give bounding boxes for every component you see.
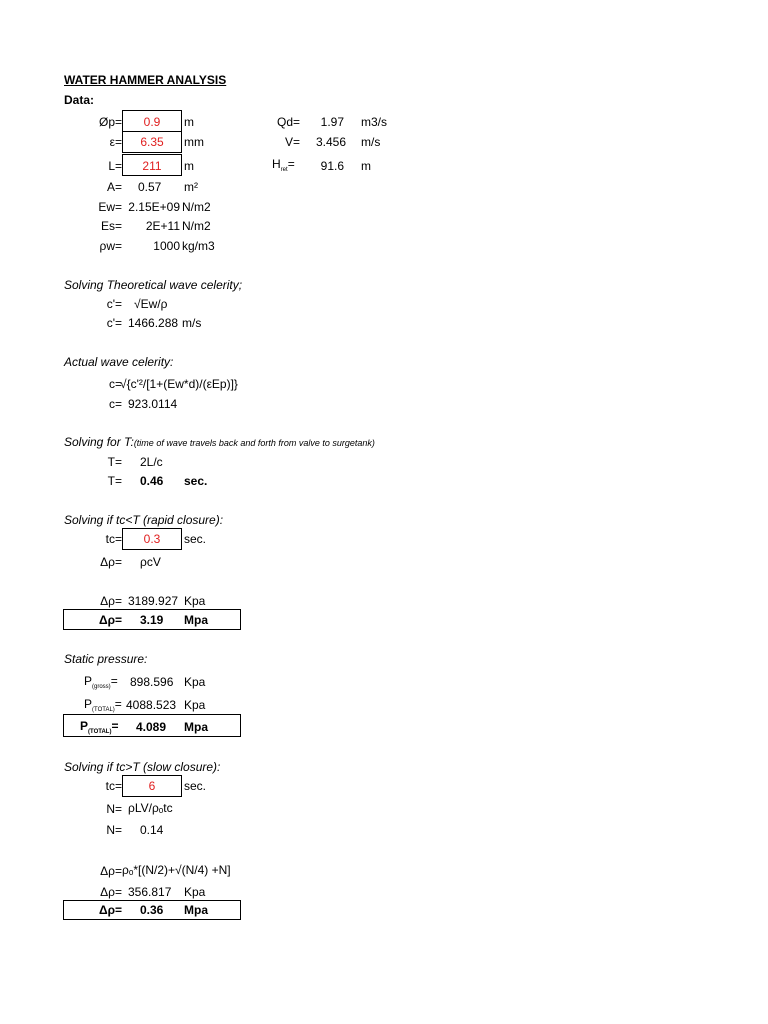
thickness-value: 6.35 [140, 135, 164, 149]
length-unit: m [184, 159, 194, 173]
es-label: Es= [100, 219, 122, 233]
slow-dp-kpa-unit: Kpa [184, 885, 206, 899]
slow-n-formula: ρLV/ρₒtc [128, 801, 173, 815]
period-t-value: 0.46 [140, 474, 164, 488]
velocity-value: 3.456 [315, 135, 346, 149]
static-heading: Static pressure: [64, 652, 148, 666]
velocity-unit: m/s [361, 135, 381, 149]
flow-label: Qd= [276, 115, 300, 129]
thickness-unit: mm [184, 135, 204, 149]
rapid-tc-label: tc= [105, 532, 122, 546]
slow-dp-mpa-unit: Mpa [184, 903, 208, 917]
rapid-dp-mpa-label: Δρ= [98, 613, 122, 627]
actual-c-result-label: c= [108, 397, 122, 411]
static-gross-unit: Kpa [184, 675, 206, 689]
data-label: Data: [64, 93, 95, 107]
period-t-unit: sec. [184, 474, 208, 488]
rapid-tc-unit: sec. [184, 532, 207, 546]
actual-c-formula: √{c'²/[1+(Ew*d)/(εEp)]} [120, 377, 238, 391]
slow-tc-label: tc= [105, 779, 122, 793]
water-density-unit: kg/m3 [182, 239, 215, 253]
es-unit: N/m2 [182, 219, 211, 233]
area-value: 0.57 [138, 180, 162, 194]
rapid-dp-mpa-value: 3.19 [140, 613, 164, 627]
theoretical-c-value: 1466.288 [128, 316, 179, 330]
theoretical-c-result-label: c'= [106, 316, 122, 330]
rapid-tc-value: 0.3 [143, 532, 161, 546]
theoretical-c-unit: m/s [182, 316, 202, 330]
water-density-value: 1000 [153, 239, 180, 253]
head-label: $H_{ret}=$ [272, 157, 295, 173]
ew-label: Ew= [98, 200, 122, 214]
rapid-dp-kpa-label: Δρ= [100, 594, 122, 608]
period-t-formula: 2L/c [140, 455, 163, 469]
static-total-value: 4088.523 [126, 698, 177, 712]
static-total-mpa-label: $P_{(TOTAL)}=$ [80, 719, 119, 735]
length-value: 211 [142, 159, 162, 173]
slow-dp-mpa-value: 0.36 [140, 903, 164, 917]
area-label: A= [106, 180, 122, 194]
static-total-mpa-value: 4.089 [136, 720, 167, 734]
theoretical-heading: Solving Theoretical wave celerity; [64, 278, 243, 292]
slow-heading: Solving if tc>T (slow closure): [64, 760, 221, 774]
static-total-label: $P_{(TOTAL)}=$ [84, 697, 122, 713]
ew-value: 2.15E+09 [128, 200, 180, 214]
es-value: 2E+11 [145, 219, 180, 233]
actual-c-value: 923.0114 [128, 397, 178, 411]
slow-dp-kpa-value: 356.817 [128, 885, 172, 899]
slow-dp-label: Δρ= [100, 864, 122, 878]
slow-n-value: 0.14 [140, 823, 164, 837]
thickness-label: ε= [109, 135, 122, 149]
area-unit: m² [184, 180, 198, 194]
water-density-label: ρw= [99, 239, 122, 253]
head-unit: m [361, 159, 371, 173]
flow-value: 1.97 [320, 115, 344, 129]
pipe-diameter-unit: m [184, 115, 194, 129]
slow-dp-formula: ρₒ*[(N/2)+√(N/4) +N] [122, 863, 231, 877]
theoretical-c-label: c'= [106, 297, 122, 311]
pipe-diameter-value: 0.9 [143, 115, 161, 129]
theoretical-c-formula: √Ew/ρ [134, 297, 168, 311]
slow-n-result-label: N= [106, 823, 122, 837]
slow-dp-mpa-label: Δρ= [98, 903, 122, 917]
static-total-unit: Kpa [184, 698, 206, 712]
rapid-dp-label: Δρ= [100, 555, 122, 569]
period-t-label: T= [107, 455, 122, 469]
ew-unit: N/m2 [182, 200, 211, 214]
rapid-heading: Solving if tc<T (rapid closure): [64, 513, 224, 527]
slow-tc-value: 6 [148, 779, 156, 793]
rapid-dp-mpa-unit: Mpa [184, 613, 208, 627]
static-gross-label: $P_{(gross)}=$ [84, 674, 118, 690]
head-value: 91.6 [320, 159, 344, 173]
length-label: L= [108, 159, 122, 173]
period-heading: Solving for T:(time of wave travels back and forth from valve to surgetank) [64, 435, 375, 449]
rapid-dp-kpa-unit: Kpa [184, 594, 206, 608]
slow-tc-unit: sec. [184, 779, 207, 793]
velocity-label: V= [284, 135, 300, 149]
page-title: WATER HAMMER ANALYSIS [64, 73, 227, 87]
actual-heading: Actual wave celerity: [64, 355, 174, 369]
rapid-dp-formula: ρcV [140, 555, 161, 569]
slow-n-label: N= [106, 802, 122, 816]
pipe-diameter-label: Øp= [98, 115, 122, 129]
period-t-result-label: T= [107, 474, 122, 488]
slow-dp-kpa-label: Δρ= [100, 885, 122, 899]
actual-c-label: c= [108, 377, 122, 391]
flow-unit: m3/s [361, 115, 388, 129]
static-gross-value: 898.596 [130, 675, 174, 689]
static-total-mpa-unit: Mpa [184, 720, 208, 734]
rapid-dp-kpa-value: 3189.927 [128, 594, 179, 608]
